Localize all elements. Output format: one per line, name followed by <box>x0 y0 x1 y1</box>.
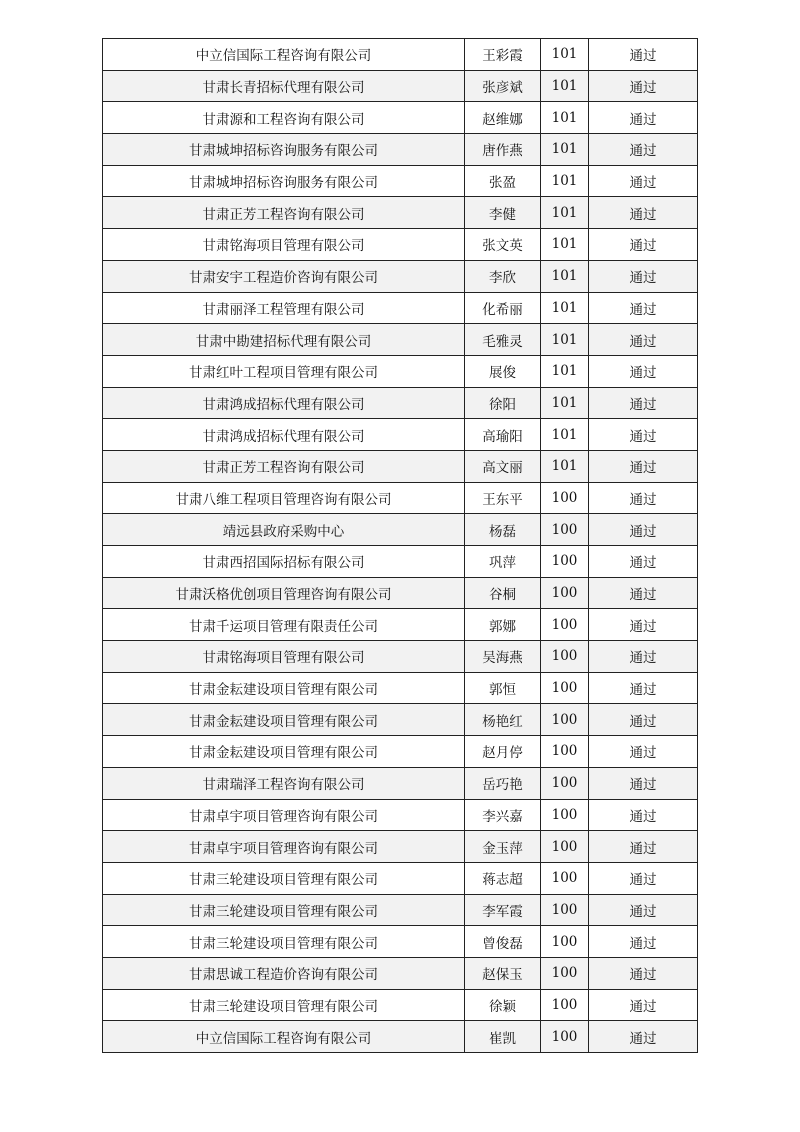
table-row <box>103 672 698 704</box>
table-row <box>103 862 698 894</box>
result-cell: 通过 <box>589 70 698 102</box>
score-cell: 101 <box>541 229 589 261</box>
score-cell: 100 <box>541 577 589 609</box>
score-cell: 101 <box>541 450 589 482</box>
result-cell: 通过 <box>589 165 698 197</box>
score-cell: 100 <box>541 736 589 768</box>
person-cell: 李兴嘉 <box>465 799 541 831</box>
person-cell: 李健 <box>465 197 541 229</box>
person-cell: 展俊 <box>465 355 541 387</box>
score-cell: 101 <box>541 260 589 292</box>
person-cell: 杨磊 <box>465 514 541 546</box>
person-cell: 蒋志超 <box>465 862 541 894</box>
person-cell: 吴海燕 <box>465 641 541 673</box>
result-cell: 通过 <box>589 957 698 989</box>
result-cell: 通过 <box>589 989 698 1021</box>
table-row <box>103 70 698 102</box>
result-cell: 通过 <box>589 324 698 356</box>
person-cell: 杨艳红 <box>465 704 541 736</box>
table-row <box>103 102 698 134</box>
score-cell: 100 <box>541 926 589 958</box>
person-cell: 郭娜 <box>465 609 541 641</box>
person-cell: 高瑜阳 <box>465 419 541 451</box>
company-cell: 甘肃瑞泽工程咨询有限公司 <box>103 767 465 799</box>
person-cell: 谷桐 <box>465 577 541 609</box>
score-cell: 100 <box>541 609 589 641</box>
table-row <box>103 355 698 387</box>
score-cell: 100 <box>541 894 589 926</box>
result-cell: 通过 <box>589 577 698 609</box>
table-row <box>103 957 698 989</box>
person-cell: 李欣 <box>465 260 541 292</box>
table-row <box>103 260 698 292</box>
company-cell: 甘肃千运项目管理有限责任公司 <box>103 609 465 641</box>
company-cell: 甘肃三轮建设项目管理有限公司 <box>103 894 465 926</box>
result-cell: 通过 <box>589 704 698 736</box>
company-cell: 靖远县政府采购中心 <box>103 514 465 546</box>
table-row <box>103 387 698 419</box>
company-cell: 甘肃正芳工程咨询有限公司 <box>103 197 465 229</box>
person-cell: 崔凯 <box>465 1021 541 1053</box>
score-cell: 100 <box>541 641 589 673</box>
score-cell: 101 <box>541 419 589 451</box>
table-row <box>103 197 698 229</box>
company-cell: 中立信国际工程咨询有限公司 <box>103 39 465 71</box>
result-cell: 通过 <box>589 641 698 673</box>
result-cell: 通过 <box>589 482 698 514</box>
company-cell: 甘肃卓宇项目管理咨询有限公司 <box>103 831 465 863</box>
table-row <box>103 165 698 197</box>
company-cell: 甘肃思诚工程造价咨询有限公司 <box>103 957 465 989</box>
table-row <box>103 134 698 166</box>
table-row <box>103 514 698 546</box>
score-cell: 100 <box>541 514 589 546</box>
table-row <box>103 292 698 324</box>
company-cell: 甘肃正芳工程咨询有限公司 <box>103 450 465 482</box>
result-cell: 通过 <box>589 419 698 451</box>
score-cell: 100 <box>541 1021 589 1053</box>
company-cell: 甘肃鸿成招标代理有限公司 <box>103 419 465 451</box>
score-cell: 101 <box>541 102 589 134</box>
person-cell: 赵维娜 <box>465 102 541 134</box>
result-cell: 通过 <box>589 229 698 261</box>
score-cell: 100 <box>541 989 589 1021</box>
company-cell: 甘肃金耘建设项目管理有限公司 <box>103 672 465 704</box>
result-cell: 通过 <box>589 609 698 641</box>
result-cell: 通过 <box>589 767 698 799</box>
company-cell: 甘肃丽泽工程管理有限公司 <box>103 292 465 324</box>
table-row <box>103 894 698 926</box>
table-row <box>103 1021 698 1053</box>
table-row <box>103 641 698 673</box>
person-cell: 张彦斌 <box>465 70 541 102</box>
company-cell: 甘肃长青招标代理有限公司 <box>103 70 465 102</box>
score-cell: 101 <box>541 387 589 419</box>
score-cell: 101 <box>541 197 589 229</box>
score-cell: 101 <box>541 134 589 166</box>
person-cell: 化希丽 <box>465 292 541 324</box>
score-cell: 100 <box>541 672 589 704</box>
score-cell: 100 <box>541 482 589 514</box>
company-cell: 甘肃铭海项目管理有限公司 <box>103 229 465 261</box>
result-cell: 通过 <box>589 102 698 134</box>
table-row <box>103 546 698 578</box>
table-row <box>103 736 698 768</box>
result-cell: 通过 <box>589 260 698 292</box>
company-cell: 甘肃安宇工程造价咨询有限公司 <box>103 260 465 292</box>
person-cell: 张文英 <box>465 229 541 261</box>
table-row <box>103 324 698 356</box>
score-cell: 100 <box>541 862 589 894</box>
result-cell: 通过 <box>589 134 698 166</box>
table-row <box>103 229 698 261</box>
score-cell: 100 <box>541 767 589 799</box>
company-cell: 甘肃三轮建设项目管理有限公司 <box>103 862 465 894</box>
person-cell: 赵保玉 <box>465 957 541 989</box>
table-row <box>103 609 698 641</box>
result-cell: 通过 <box>589 197 698 229</box>
company-cell: 甘肃金耘建设项目管理有限公司 <box>103 736 465 768</box>
company-cell: 甘肃鸿成招标代理有限公司 <box>103 387 465 419</box>
person-cell: 徐阳 <box>465 387 541 419</box>
company-cell: 甘肃金耘建设项目管理有限公司 <box>103 704 465 736</box>
company-cell: 甘肃铭海项目管理有限公司 <box>103 641 465 673</box>
person-cell: 高文丽 <box>465 450 541 482</box>
company-cell: 甘肃三轮建设项目管理有限公司 <box>103 989 465 1021</box>
person-cell: 李军霞 <box>465 894 541 926</box>
person-cell: 巩萍 <box>465 546 541 578</box>
company-cell: 甘肃中勘建招标代理有限公司 <box>103 324 465 356</box>
person-cell: 徐颖 <box>465 989 541 1021</box>
result-cell: 通过 <box>589 926 698 958</box>
results-table <box>102 38 698 1053</box>
person-cell: 赵月停 <box>465 736 541 768</box>
result-cell: 通过 <box>589 894 698 926</box>
table-row <box>103 926 698 958</box>
person-cell: 金玉萍 <box>465 831 541 863</box>
result-cell: 通过 <box>589 450 698 482</box>
table-row <box>103 767 698 799</box>
table-row <box>103 799 698 831</box>
company-cell: 甘肃卓宇项目管理咨询有限公司 <box>103 799 465 831</box>
result-cell: 通过 <box>589 39 698 71</box>
result-cell: 通过 <box>589 355 698 387</box>
company-cell: 中立信国际工程咨询有限公司 <box>103 1021 465 1053</box>
result-cell: 通过 <box>589 387 698 419</box>
table-row <box>103 831 698 863</box>
score-cell: 100 <box>541 704 589 736</box>
score-cell: 100 <box>541 831 589 863</box>
person-cell: 唐作燕 <box>465 134 541 166</box>
person-cell: 王彩霞 <box>465 39 541 71</box>
result-cell: 通过 <box>589 292 698 324</box>
result-cell: 通过 <box>589 831 698 863</box>
score-cell: 101 <box>541 324 589 356</box>
table-row <box>103 450 698 482</box>
result-cell: 通过 <box>589 862 698 894</box>
company-cell: 甘肃红叶工程项目管理有限公司 <box>103 355 465 387</box>
result-cell: 通过 <box>589 672 698 704</box>
person-cell: 王东平 <box>465 482 541 514</box>
score-cell: 100 <box>541 546 589 578</box>
table-row <box>103 989 698 1021</box>
score-cell: 101 <box>541 355 589 387</box>
table-row <box>103 419 698 451</box>
person-cell: 曾俊磊 <box>465 926 541 958</box>
table-row <box>103 39 698 71</box>
score-cell: 101 <box>541 165 589 197</box>
score-cell: 101 <box>541 292 589 324</box>
company-cell: 甘肃西招国际招标有限公司 <box>103 546 465 578</box>
company-cell: 甘肃城坤招标咨询服务有限公司 <box>103 134 465 166</box>
person-cell: 郭恒 <box>465 672 541 704</box>
person-cell: 毛雅灵 <box>465 324 541 356</box>
company-cell: 甘肃三轮建设项目管理有限公司 <box>103 926 465 958</box>
person-cell: 岳巧艳 <box>465 767 541 799</box>
person-cell: 张盈 <box>465 165 541 197</box>
result-cell: 通过 <box>589 514 698 546</box>
table-row <box>103 577 698 609</box>
result-cell: 通过 <box>589 736 698 768</box>
result-cell: 通过 <box>589 1021 698 1053</box>
table-row <box>103 704 698 736</box>
company-cell: 甘肃沃格优创项目管理咨询有限公司 <box>103 577 465 609</box>
company-cell: 甘肃城坤招标咨询服务有限公司 <box>103 165 465 197</box>
score-cell: 100 <box>541 957 589 989</box>
score-cell: 101 <box>541 39 589 71</box>
company-cell: 甘肃八维工程项目管理咨询有限公司 <box>103 482 465 514</box>
score-cell: 100 <box>541 799 589 831</box>
result-cell: 通过 <box>589 546 698 578</box>
result-cell: 通过 <box>589 799 698 831</box>
company-cell: 甘肃源和工程咨询有限公司 <box>103 102 465 134</box>
score-cell: 101 <box>541 70 589 102</box>
results-table-body <box>103 39 698 1053</box>
table-row <box>103 482 698 514</box>
